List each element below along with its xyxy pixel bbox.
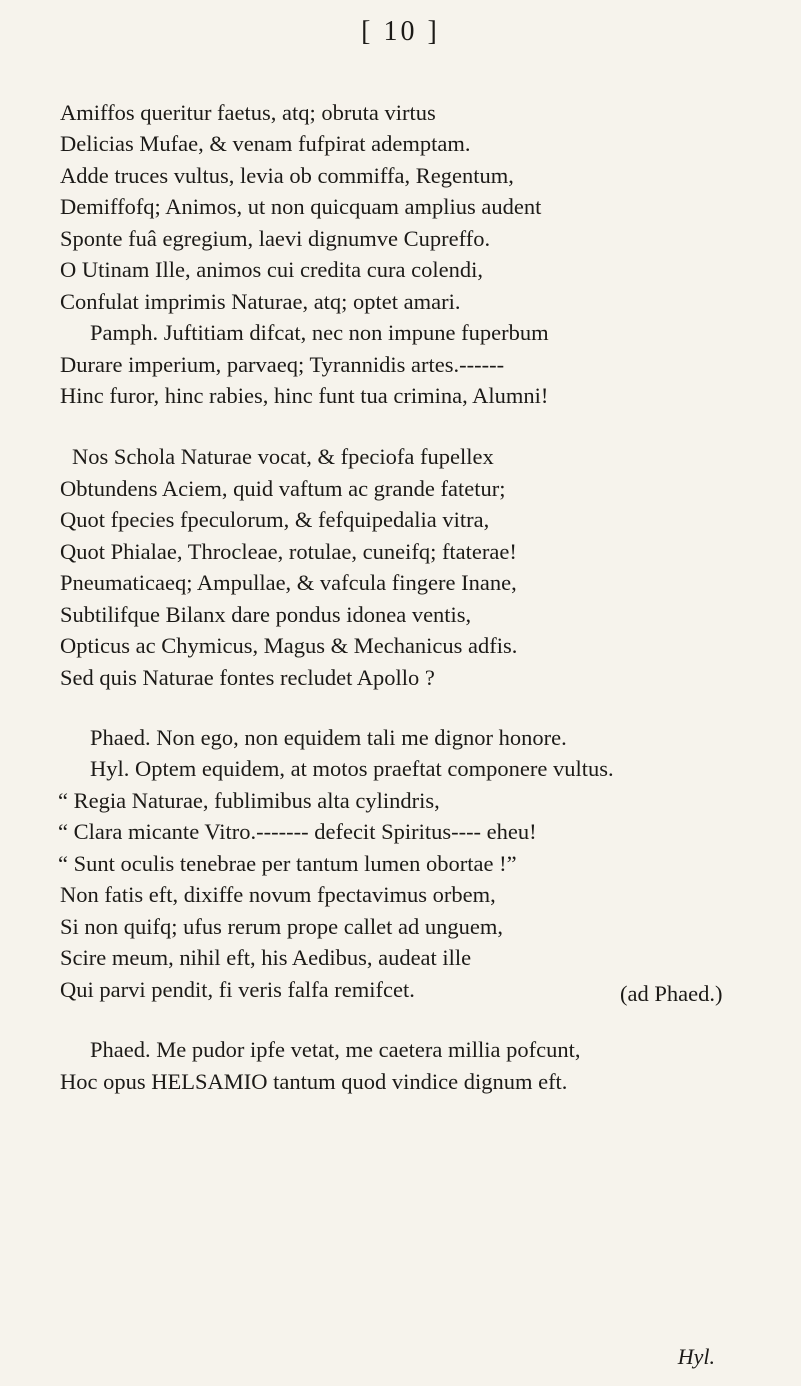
text-line: Sponte fuâ egregium, laevi dignumve Cupreffo. — [60, 226, 491, 251]
text-line: Pamph. Juftitiam difcat, nec non impune fuperbum — [90, 320, 549, 345]
text-line: Scire meum, nihil eft, his Aedibus, audeat ille — [60, 945, 472, 970]
text-line: “ Regia Naturae, fublimibus alta cylindris, — [58, 788, 440, 813]
text-line: Opticus ac Chymicus, Magus & Mechanicus adfis. — [60, 633, 518, 658]
text-line: Confulat imprimis Naturae, atq; optet amari. — [60, 289, 461, 314]
text-line: Sed quis Naturae fontes recludet Apollo ? — [60, 665, 435, 690]
text-line: “ Sunt oculis tenebrae per tantum lumen obortae !” — [58, 851, 517, 876]
text-line: Amiffos queritur faetus, atq; obruta virtus — [60, 100, 436, 125]
text-line: Adde truces vultus, levia ob commiffa, Regentum, — [60, 163, 514, 188]
text-line: Hoc opus HELSAMIO tantum quod vindice dignum eft. — [60, 1069, 568, 1094]
text-line: Phaed. Me pudor ipfe vetat, me caetera millia pofcunt, — [90, 1037, 581, 1062]
text-line: Nos Schola Naturae vocat, & fpeciofa fupellex — [72, 444, 494, 469]
text-line: Non fatis eft, dixiffe novum fpectavimus orbem, — [60, 882, 496, 907]
text-line: “ Clara micante Vitro.------- defecit Spiritus---- eheu! — [58, 819, 537, 844]
page-number: [ 10 ] — [361, 16, 440, 47]
text-line: Quot fpecies fpeculorum, & fefquipedalia vitra, — [60, 507, 490, 532]
text-line: Delicias Mufae, & venam fufpirat ademptam. — [60, 131, 471, 156]
text-line: Pneumaticaeq; Ampullae, & vafcula fingere Inane, — [60, 570, 517, 595]
text-line: Demiffofq; Animos, ut non quicquam amplius audent — [60, 194, 542, 219]
text-line: Phaed. Non ego, non equidem tali me dignor honore. — [90, 725, 567, 750]
text-line: Obtundens Aciem, quid vaftum ac grande fatetur; — [60, 476, 506, 501]
stage-direction: (ad Phaed.) — [620, 981, 723, 1006]
text-line: Durare imperium, parvaeq; Tyrannidis artes.------ — [60, 352, 505, 377]
text-line: Quot Phialae, Throcleae, rotulae, cuneifq; ftaterae! — [60, 539, 517, 564]
text-line: Qui parvi pendit, fi veris falfa remifcet. — [60, 977, 415, 1002]
text-line: Si non quifq; ufus rerum prope callet ad unguem, — [60, 914, 504, 939]
catchword: Hyl. — [677, 1344, 715, 1369]
text-line: Subtilifque Bilanx dare pondus idonea ventis, — [60, 602, 472, 627]
text-line: Hinc furor, hinc rabies, hinc funt tua crimina, Alumni! — [60, 383, 549, 408]
text-line: O Utinam Ille, animos cui credita cura colendi, — [60, 257, 483, 282]
text-line: Hyl. Optem equidem, at motos praeftat componere vultus. — [90, 756, 614, 781]
